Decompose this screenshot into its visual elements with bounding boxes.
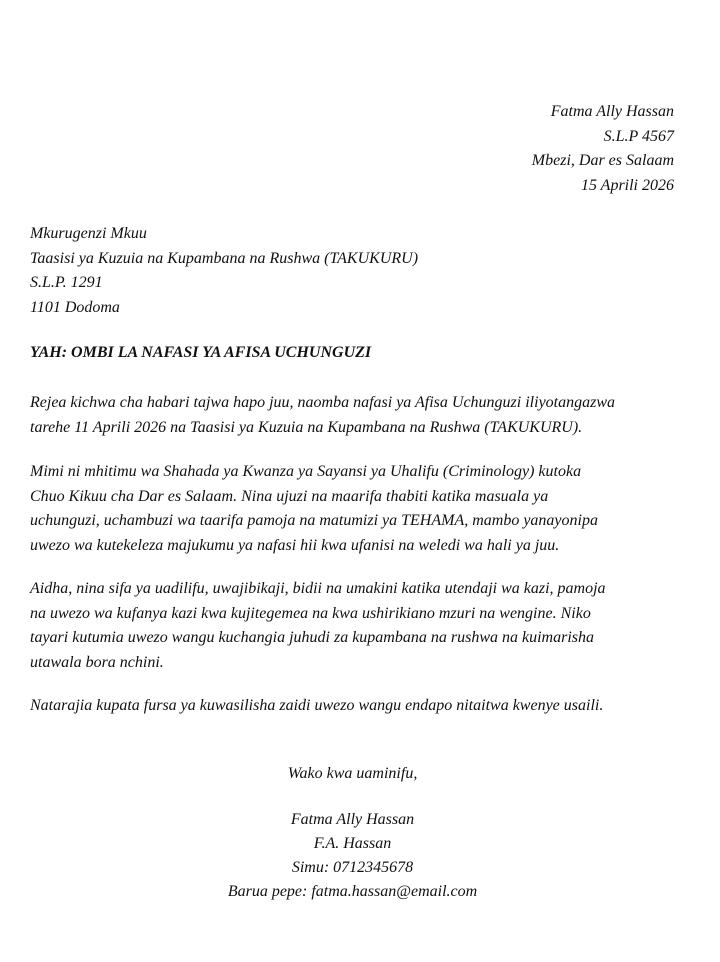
- signature-email: Barua pepe: fatma.hassan@email.com: [227, 883, 478, 900]
- paragraph-intro: [30, 391, 690, 440]
- paragraph-line: uwezo wa kutekeleza majukumu ya nafasi hii kwa ufanisi na weledi wa hali ya juu.: [30, 536, 560, 554]
- recipient-address-block: [30, 222, 418, 320]
- paragraph-line: Rejea kichwa cha habari tajwa hapo juu, naomba nafasi ya Afisa Uchunguzi iliyotangazwa: [30, 394, 616, 411]
- paragraph-line: Mimi ni mhitimu wa Shahada ya Kwanza ya Sayansi ya Uhalifu (Criminology) kutoka: [30, 463, 582, 480]
- paragraph-closing-statement: [30, 694, 690, 719]
- paragraph-line: Aidha, nina sifa ya uadilifu, uwajibikaji, bidii na umakini katika utendaji wa kazi, pamoja: [30, 580, 606, 597]
- paragraph-line: na uwezo wa kufanya kazi kwa kujitegemea na kwa ushirikiano mzuri na wengine. Niko: [30, 604, 591, 622]
- closing-phrase: Wako kwa uaminifu,: [287, 765, 418, 782]
- sender-po-box: S.L.P 4567: [603, 127, 674, 145]
- signature-initials: F.A. Hassan: [313, 835, 392, 852]
- subject-line: YAH: OMBI LA NAFASI YA AFISA UCHUNGUZI: [30, 344, 372, 361]
- recipient-title: Mkurugenzi Mkuu: [30, 225, 147, 242]
- recipient-city: 1101 Dodoma: [30, 298, 120, 316]
- paragraph-line: Natarajia kupata fursa ya kuwasilisha zaidi uwezo wangu endapo nitaitwa kwenye usaili.: [30, 697, 604, 714]
- recipient-po-box: S.L.P. 1291: [30, 274, 103, 291]
- sender-address-block: [532, 100, 674, 198]
- paragraph-attributes: [30, 577, 690, 675]
- signature-phone: Simu: 0712345678: [291, 859, 414, 876]
- paragraph-line: tayari kutumia uwezo wangu kuchangia juhudi za kupambana na rushwa na kuimarisha: [30, 629, 594, 647]
- paragraph-line: uchunguzi, uchambuzi wa taarifa pamoja na matumizi ya TEHAMA, mambo yanayonipa: [30, 512, 598, 530]
- paragraph-line: utawala bora nchini.: [30, 653, 164, 671]
- signature-block: [0, 808, 705, 904]
- paragraph-line: Chuo Kikuu cha Dar es Salaam. Nina ujuzi na maarifa thabiti katika masuala ya: [30, 487, 549, 505]
- letter-date: 15 Aprili 2026: [580, 176, 674, 194]
- paragraph-qualifications: [30, 460, 690, 558]
- signature-name: Fatma Ally Hassan: [290, 811, 415, 828]
- sender-location: Mbezi, Dar es Salaam: [531, 152, 674, 169]
- paragraph-line: tarehe 11 Aprili 2026 na Taasisi ya Kuzuia na Kupambana na Rushwa (TAKUKURU).: [30, 418, 583, 436]
- recipient-organization: Taasisi ya Kuzuia na Kupambana na Rushwa (TAKUKURU): [30, 249, 419, 267]
- sender-name: Fatma Ally Hassan: [550, 103, 674, 120]
